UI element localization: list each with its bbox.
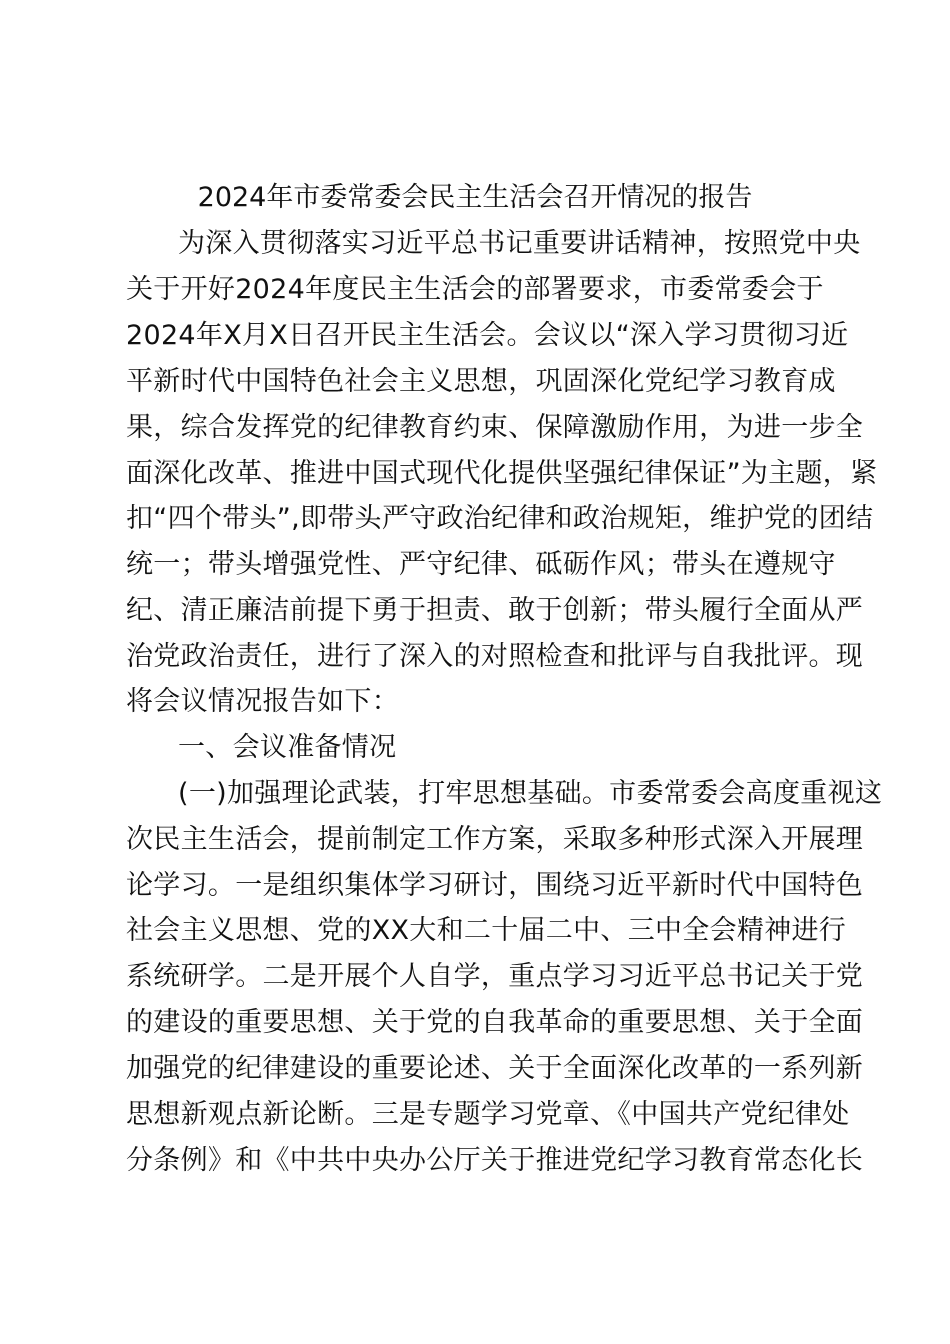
paragraph-line: 果，综合发挥党的纪律教育约束、保障激励作用，为进一步全 <box>126 412 864 443</box>
paragraph-line: 次民主生活会，提前制定工作方案，采取多种形式深入开展理 <box>126 824 864 855</box>
paragraph-line: 社会主义思想、党的XX大和二十届二中、三中全会精神进行 <box>126 915 847 946</box>
paragraph-line: 分条例》和《中共中央办公厅关于推进党纪学习教育常态化长 <box>126 1145 864 1176</box>
paragraph-line: 系统研学。二是开展个人自学，重点学习习近平总书记关于党 <box>126 961 864 992</box>
paragraph-line: 思想新观点新论断。三是专题学习党章、《中国共产党纪律处 <box>126 1099 850 1130</box>
paragraph-line: 的建设的重要思想、关于党的自我革命的重要思想、关于全面 <box>126 1007 864 1038</box>
subsection-paragraph-line: (一)加强理论武装，打牢思想基础。市委常委会高度重视这 <box>178 778 883 809</box>
paragraph-line: 面深化改革、推进中国式现代化提供坚强纪律保证”为主题，紧 <box>126 458 878 489</box>
paragraph-line: 加强党的纪律建设的重要论述、关于全面深化改革的一系列新 <box>126 1053 864 1084</box>
paragraph-line: 论学习。一是组织集体学习研讨，围绕习近平新时代中国特色 <box>126 870 864 901</box>
section-heading: 一、会议准备情况 <box>178 732 397 763</box>
paragraph-line: 将会议情况报告如下： <box>126 686 399 717</box>
paragraph-line: 2024年X月X日召开民主生活会。会议以“深入学习贯彻习近 <box>126 320 849 351</box>
paragraph-line: 平新时代中国特色社会主义思想，巩固深化党纪学习教育成 <box>126 366 836 397</box>
paragraph-line: 纪、清正廉洁前提下勇于担责、敢于创新；带头履行全面从严 <box>126 595 864 626</box>
paragraph-line: 治党政治责任，进行了深入的对照检查和批评与自我批评。现 <box>126 641 864 672</box>
paragraph-line: 扣“四个带头”,即带头严守政治纪律和政治规矩，维护党的团结 <box>126 503 874 534</box>
paragraph-line: 关于开好2024年度民主生活会的部署要求，市委常委会于 <box>126 274 824 305</box>
paragraph-line: 为深入贯彻落实习近平总书记重要讲话精神，按照党中央 <box>178 228 861 259</box>
paragraph-line: 统一；带头增强党性、严守纪律、砥砺作风；带头在遵规守 <box>126 549 836 580</box>
document-title: 2024年市委常委会民主生活会召开情况的报告 <box>197 182 753 213</box>
